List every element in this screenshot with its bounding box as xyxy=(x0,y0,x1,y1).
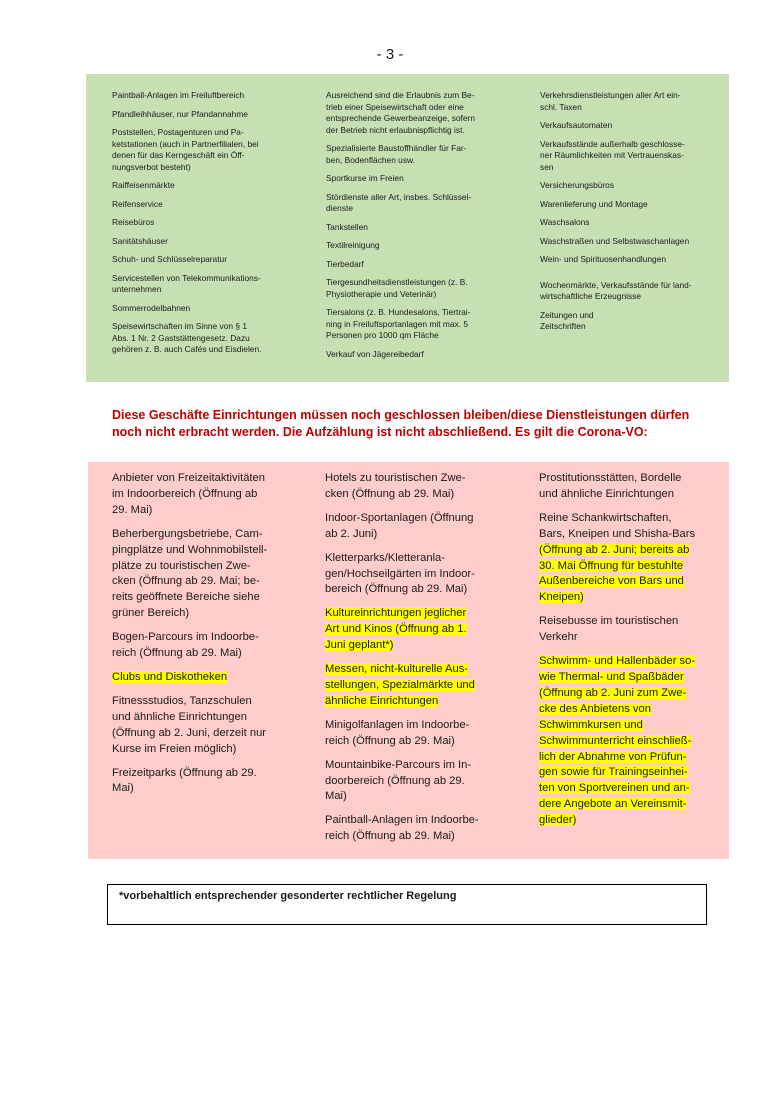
list-item: Verkaufsautomaten xyxy=(540,120,613,130)
list-item xyxy=(539,471,709,503)
item-text: Paintball-Anlagen im Indoorbe- reich (Öffnung ab 29. Mai) xyxy=(325,814,479,843)
list-item: Waschstraßen und Selbstwaschanlagen xyxy=(540,235,690,246)
item-text: Anbieter von Freizeitaktivitäten im Indoorbereich (Öffnung ab 29. Mai) xyxy=(112,472,265,516)
item-text: Reine Schankwirtschaften, Bars, Kneipen und Shisha-Bars xyxy=(539,511,696,540)
highlighted-text: Clubs und Diskotheken xyxy=(112,670,228,683)
list-item: Verkaufsstände außerhalb geschlosse- ner Räumlichkeiten mit Vertrauenskas- sen xyxy=(540,138,685,172)
item-text: Hotels zu touristischen Zwe- cken (Öffnung ab 29. Mai) xyxy=(325,472,466,500)
item-text: Kletterparks/Kletteranla- gen/Hochseilgärten im Indoor- bereich (Öffnung ab 29. Mai) xyxy=(325,551,475,596)
list-item xyxy=(112,670,315,686)
list-item: Textilreinigung xyxy=(326,240,380,250)
list-item: Versicherungsbüros xyxy=(540,180,615,190)
open-businesses-box xyxy=(86,74,729,382)
list-item xyxy=(112,694,315,758)
list-item xyxy=(325,718,529,750)
list-item: Warenlieferung und Montage xyxy=(540,198,648,209)
list-item: Tierbedarf xyxy=(326,258,364,269)
highlighted-text: Messen, nicht-kulturelle Aus- stellungen, Spezialmärkte und ähnliche Einrichtungen xyxy=(325,663,475,707)
list-item: Reisebüros xyxy=(112,217,155,227)
item-text: Prostitutionsstätten, Bordelle und ähnliche Einrichtungen xyxy=(539,472,682,500)
item-text: Fitnessstudios, Tanzschulen und ähnliche Einrichtungen (Öffnung ab 2. Juni, derzeit nur Kurse im Freien möglich) xyxy=(112,694,267,755)
green-column-3 xyxy=(540,90,720,382)
item-text: Minigolfanlagen im Indoorbe- reich (Öffnung ab 29. Mai) xyxy=(325,718,470,747)
highlighted-text: Kultureinrichtungen jeglicher Art und Kinos (Öffnung ab 1. Juni geplant*) xyxy=(325,607,467,652)
list-item: Stördienste aller Art, insbes. Schlüssel- dienste xyxy=(326,191,472,213)
list-item xyxy=(539,614,709,646)
list-item: Spezialisierte Baustoffhändler für Far- ben, Bodenflächen usw. xyxy=(326,143,467,165)
list-item xyxy=(112,630,315,662)
list-item: Speisewirtschaften im Sinne von § 1 Abs. 1 Nr. 2 Gaststättengesetz. Dazu gehören z. B. auch Cafés und Eisdielen. xyxy=(112,321,262,354)
list-item: Tiergesundheitsdienstleistungen (z. B. Physiotherapie und Veterinär) xyxy=(326,277,468,299)
list-item: Servicestellen von Telekommunikations- unternehmen xyxy=(112,272,261,294)
page-number: - 3 - xyxy=(376,46,404,63)
list-item: Schuh- und Schlüsselreparatur xyxy=(112,254,227,264)
pink-column-1 xyxy=(112,471,325,859)
list-item: Waschsalons xyxy=(540,217,590,227)
list-item: Sportkurse im Freien xyxy=(326,173,404,183)
list-item xyxy=(325,758,529,806)
list-item xyxy=(539,511,709,606)
list-item xyxy=(325,606,529,654)
item-text: Reisebusse im touristischen Verkehr xyxy=(539,615,679,644)
list-item: Sanitätshäuser xyxy=(112,235,168,246)
list-item: Ausreichend sind die Erlaubnis zum Be- trieb einer Speisewirtschaft oder eine entsprechende Gewerbeanzeige, sofern der Betrieb nicht erlaubnispflichtig ist. xyxy=(326,90,475,135)
highlighted-text: (Öffnung ab 2. Juni; bereits ab 30. Mai Öffnung für bestuhlte Außenbereiche von Bars und Kneipen) xyxy=(539,543,690,604)
list-item: Reifenservice xyxy=(112,198,163,209)
pink-column-3 xyxy=(539,471,709,859)
footnote-box xyxy=(107,884,707,925)
list-item: Zeitungen und Zeitschriften xyxy=(540,309,594,331)
green-column-1 xyxy=(112,90,326,382)
list-item xyxy=(325,471,529,503)
green-column-2 xyxy=(326,90,540,382)
item-text: Bogen-Parcours im Indoorbe- reich (Öffnung ab 29. Mai) xyxy=(112,631,259,660)
list-item: Sommerrodelbahnen xyxy=(112,302,191,313)
highlighted-text: Schwimm- und Hallenbäder so- wie Thermal- und Spaßbäder (Öffnung ab 2. Juni zum Zwe- cke des Anbietens von Schwimmkursen und Schwimmunterricht einschließ- lich der Abnahme von Prüfun- gen sowie für Trainingseinhei- ten von Sportvereinen und an- dere Angebote an Vereinsmit- glieder) xyxy=(539,655,696,827)
list-item xyxy=(539,654,709,829)
list-item: Pfandleihhäuser, nur Pfandannahme xyxy=(112,108,248,119)
list-item xyxy=(325,813,529,845)
list-item xyxy=(112,527,315,622)
item-text: Indoor-Sportanlagen (Öffnung ab 2. Juni) xyxy=(325,511,474,540)
list-item: Tankstellen xyxy=(326,221,368,232)
item-text: Beherbergungsbetriebe, Cam- pingplätze und Wohnmobilstell- plätze zu touristischen Zwe- cken (Öffnung ab 29. Mai; be- reits geöffnete Bereiche siehe grüner Bereich) xyxy=(112,527,268,620)
closed-businesses-box xyxy=(88,462,729,859)
list-item xyxy=(325,551,529,599)
list-item: Wochenmärkte, Verkaufsstände für land- wirtschaftliche Erzeugnisse xyxy=(540,279,692,301)
list-item: Paintball-Anlagen im Freiluftbereich xyxy=(112,90,245,100)
closed-section-heading: Diese Geschäfte Einrichtungen müssen noch geschlossen bleiben/diese Dienstleistungen dürfen noch nicht erbracht werden. Die Aufzählung ist nicht abschließend. Es gilt die Corona-VO: xyxy=(112,408,690,439)
list-item: Tiersalons (z. B. Hundesalons, Tiertrai- ning in Freiluftsportanlagen mit max. 5 Personen pro 1000 qm Fläche xyxy=(326,307,471,340)
item-text: Mountainbike-Parcours im In- doorbereich (Öffnung ab 29. Mai) xyxy=(325,758,472,803)
footnote-text: *vorbehaltlich entsprechender gesonderter rechtlicher Regelung xyxy=(119,890,457,902)
list-item: Poststellen, Postagenturen und Pa- ketstationen (auch in Partnerfilialen, bei denen für das Kerngeschäft ein Öff- nungsverbot besteht) xyxy=(112,127,259,172)
list-item xyxy=(112,471,315,519)
list-item: Verkauf von Jägereibedarf xyxy=(326,348,424,359)
list-item xyxy=(325,511,529,543)
list-item xyxy=(112,766,315,798)
list-item: Wein- und Spirituosenhandlungen xyxy=(540,254,667,264)
list-item: Raiffeisenmärkte xyxy=(112,180,175,190)
list-item xyxy=(325,662,529,710)
item-text: Freizeitparks (Öffnung ab 29. Mai) xyxy=(112,766,257,795)
list-item: Verkehrsdienstleistungen aller Art ein- schl. Taxen xyxy=(540,90,681,112)
pink-column-2 xyxy=(325,471,539,859)
